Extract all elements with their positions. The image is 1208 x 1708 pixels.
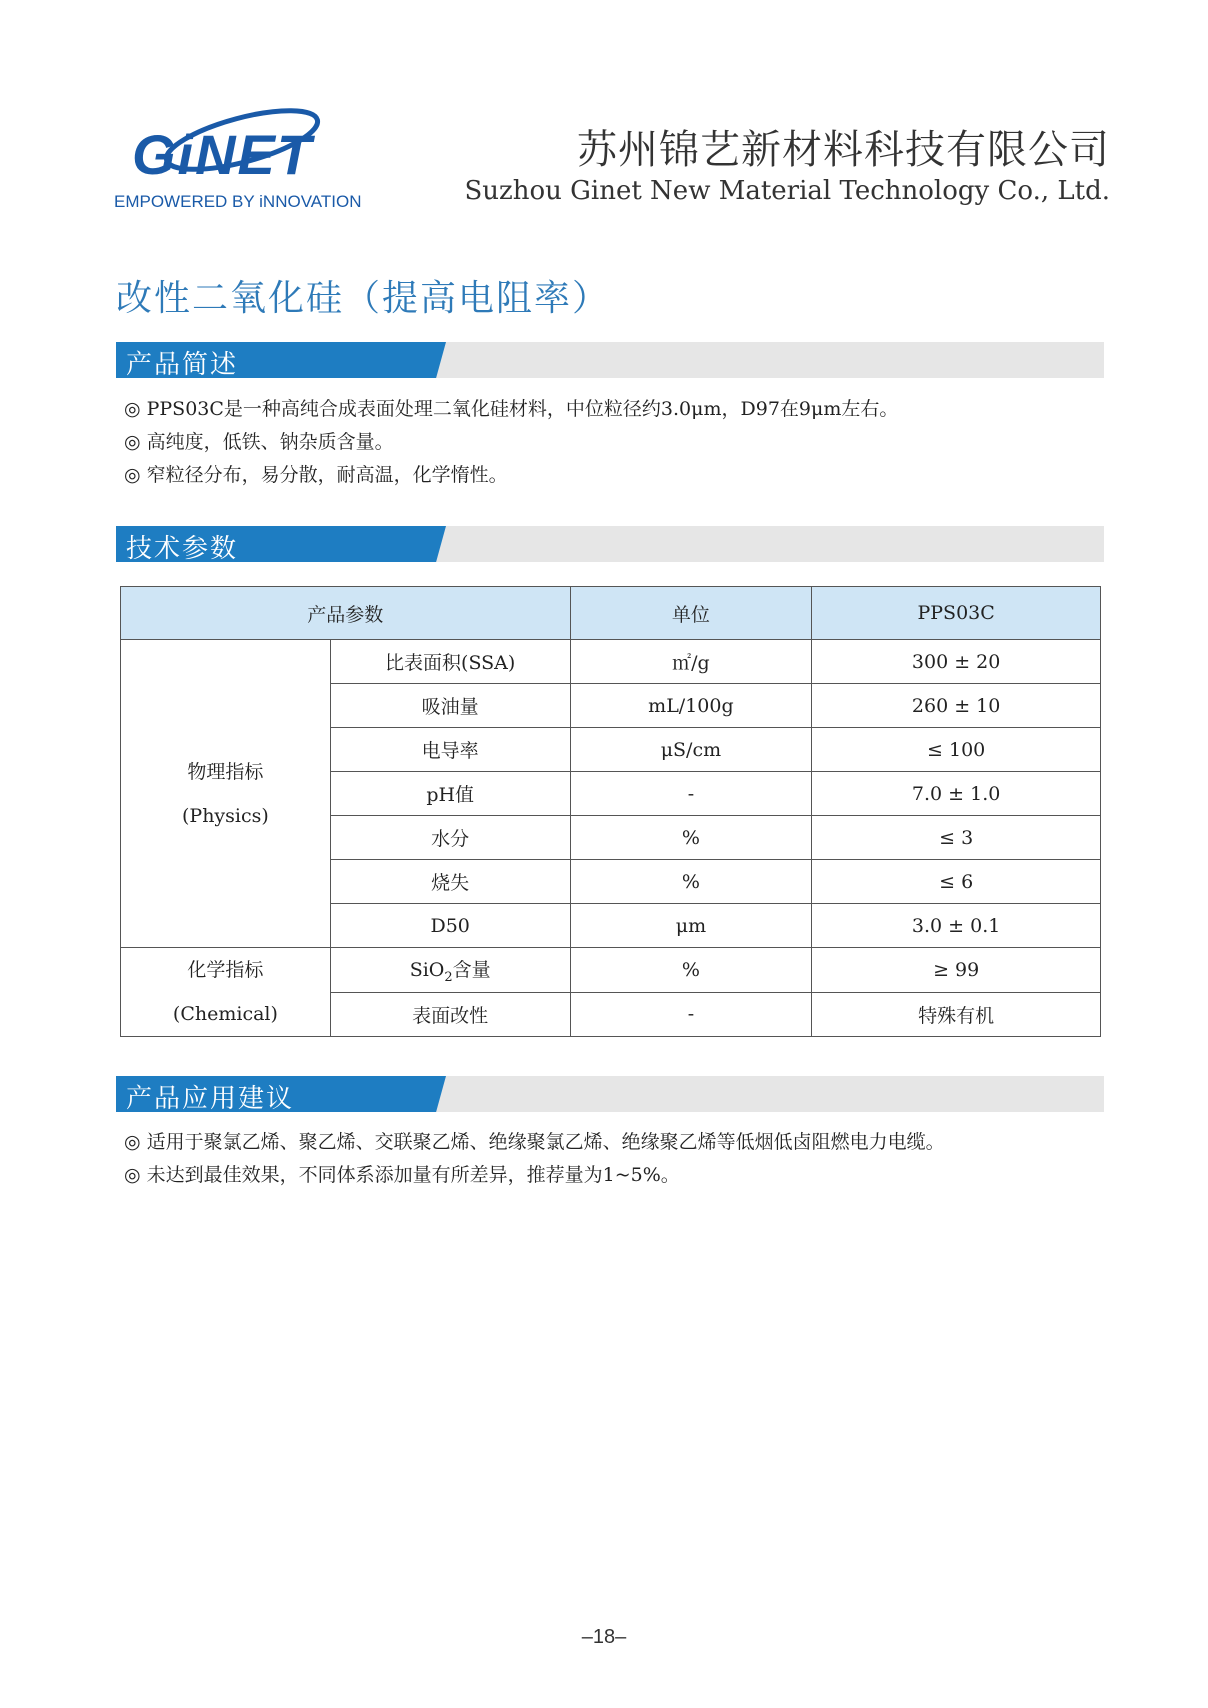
- header-unit: 单位: [570, 587, 812, 640]
- table-row: [121, 640, 1101, 684]
- section-application-bar: [116, 1076, 1104, 1112]
- value-cell: ≥ 99: [812, 948, 1101, 993]
- param-cell: 水分: [330, 816, 570, 860]
- unit-cell: μm: [570, 904, 812, 948]
- param-cell: 表面改性: [330, 992, 570, 1037]
- value-cell: 7.0 ± 1.0: [812, 772, 1101, 816]
- unit-cell: -: [570, 992, 812, 1037]
- spec-table: [120, 586, 1101, 1037]
- group-chemical: [121, 948, 331, 1037]
- company-logo: [114, 92, 374, 217]
- section-specs-bar: [116, 526, 1104, 562]
- header-param: 产品参数: [121, 587, 571, 640]
- logo-wordmark: GiNET: [132, 123, 314, 186]
- company-name-cn: 苏州锦艺新材料科技有限公司: [577, 127, 1110, 173]
- application-bullet: ◎ 未达到最佳效果，不同体系添加量有所差异，推荐量为1~5%。: [124, 1164, 680, 1186]
- unit-cell: mL/100g: [570, 684, 812, 728]
- section-overview-bar: [116, 342, 1104, 378]
- value-cell: 特殊有机: [812, 992, 1101, 1037]
- overview-bullet: ◎ 高纯度，低铁、钠杂质含量。: [124, 431, 394, 453]
- unit-cell: ㎡/g: [570, 640, 812, 684]
- unit-cell: %: [570, 816, 812, 860]
- param-cell: pH值: [330, 772, 570, 816]
- param-cell: [330, 948, 570, 993]
- group-name-cn: 化学指标: [187, 959, 264, 981]
- application-bullet: ◎ 适用于聚氯乙烯、聚乙烯、交联聚乙烯、绝缘聚氯乙烯、绝缘聚乙烯等低烟低卤阻燃电力电缆。: [124, 1131, 945, 1153]
- header-product: PPS03C: [812, 587, 1101, 640]
- unit-cell: μS/cm: [570, 728, 812, 772]
- value-cell: ≤ 100: [812, 728, 1101, 772]
- logo-tagline: EMPOWERED BY iNNOVATION: [114, 192, 362, 211]
- param-cell: 烧失: [330, 860, 570, 904]
- unit-cell: -: [570, 772, 812, 816]
- value-cell: ≤ 6: [812, 860, 1101, 904]
- group-name-cn: 物理指标: [187, 760, 264, 783]
- overview-bullet: ◎ 窄粒径分布，易分散，耐高温，化学惰性。: [124, 464, 508, 486]
- overview-bullet: ◎ PPS03C是一种高纯合成表面处理二氧化硅材料，中位粒径约3.0μm，D97在9μm左右。: [124, 398, 899, 420]
- param-tail: 含量: [452, 958, 491, 981]
- value-cell: 3.0 ± 0.1: [812, 904, 1101, 948]
- unit-cell: %: [570, 948, 812, 993]
- param-cell: 电导率: [330, 728, 570, 772]
- application-bullets: [124, 1126, 945, 1192]
- section-specs-title: 技术参数: [126, 534, 239, 564]
- table-header-row: [121, 587, 1101, 640]
- value-cell: ≤ 3: [812, 816, 1101, 860]
- param-cell: 吸油量: [330, 684, 570, 728]
- param-cell: D50: [330, 904, 570, 948]
- unit-cell: %: [570, 860, 812, 904]
- value-cell: 300 ± 20: [812, 640, 1101, 684]
- page-title: 改性二氧化硅（提高电阻率）: [116, 278, 611, 319]
- page-number: –18–: [581, 1626, 627, 1648]
- section-overview-title: 产品简述: [126, 350, 239, 380]
- param-main: SiO: [409, 958, 445, 981]
- param-subscript: 2: [444, 969, 453, 985]
- group-physics: [121, 640, 331, 948]
- section-application-title: 产品应用建议: [126, 1084, 295, 1114]
- group-name-en: (Chemical): [172, 1003, 278, 1025]
- value-cell: 260 ± 10: [812, 684, 1101, 728]
- company-name-en: Suzhou Ginet New Material Technology Co., Ltd.: [464, 176, 1110, 206]
- param-cell: 比表面积(SSA): [330, 640, 570, 684]
- group-name-en: (Physics): [182, 804, 269, 827]
- overview-bullets: [124, 393, 898, 492]
- table-row: [121, 948, 1101, 993]
